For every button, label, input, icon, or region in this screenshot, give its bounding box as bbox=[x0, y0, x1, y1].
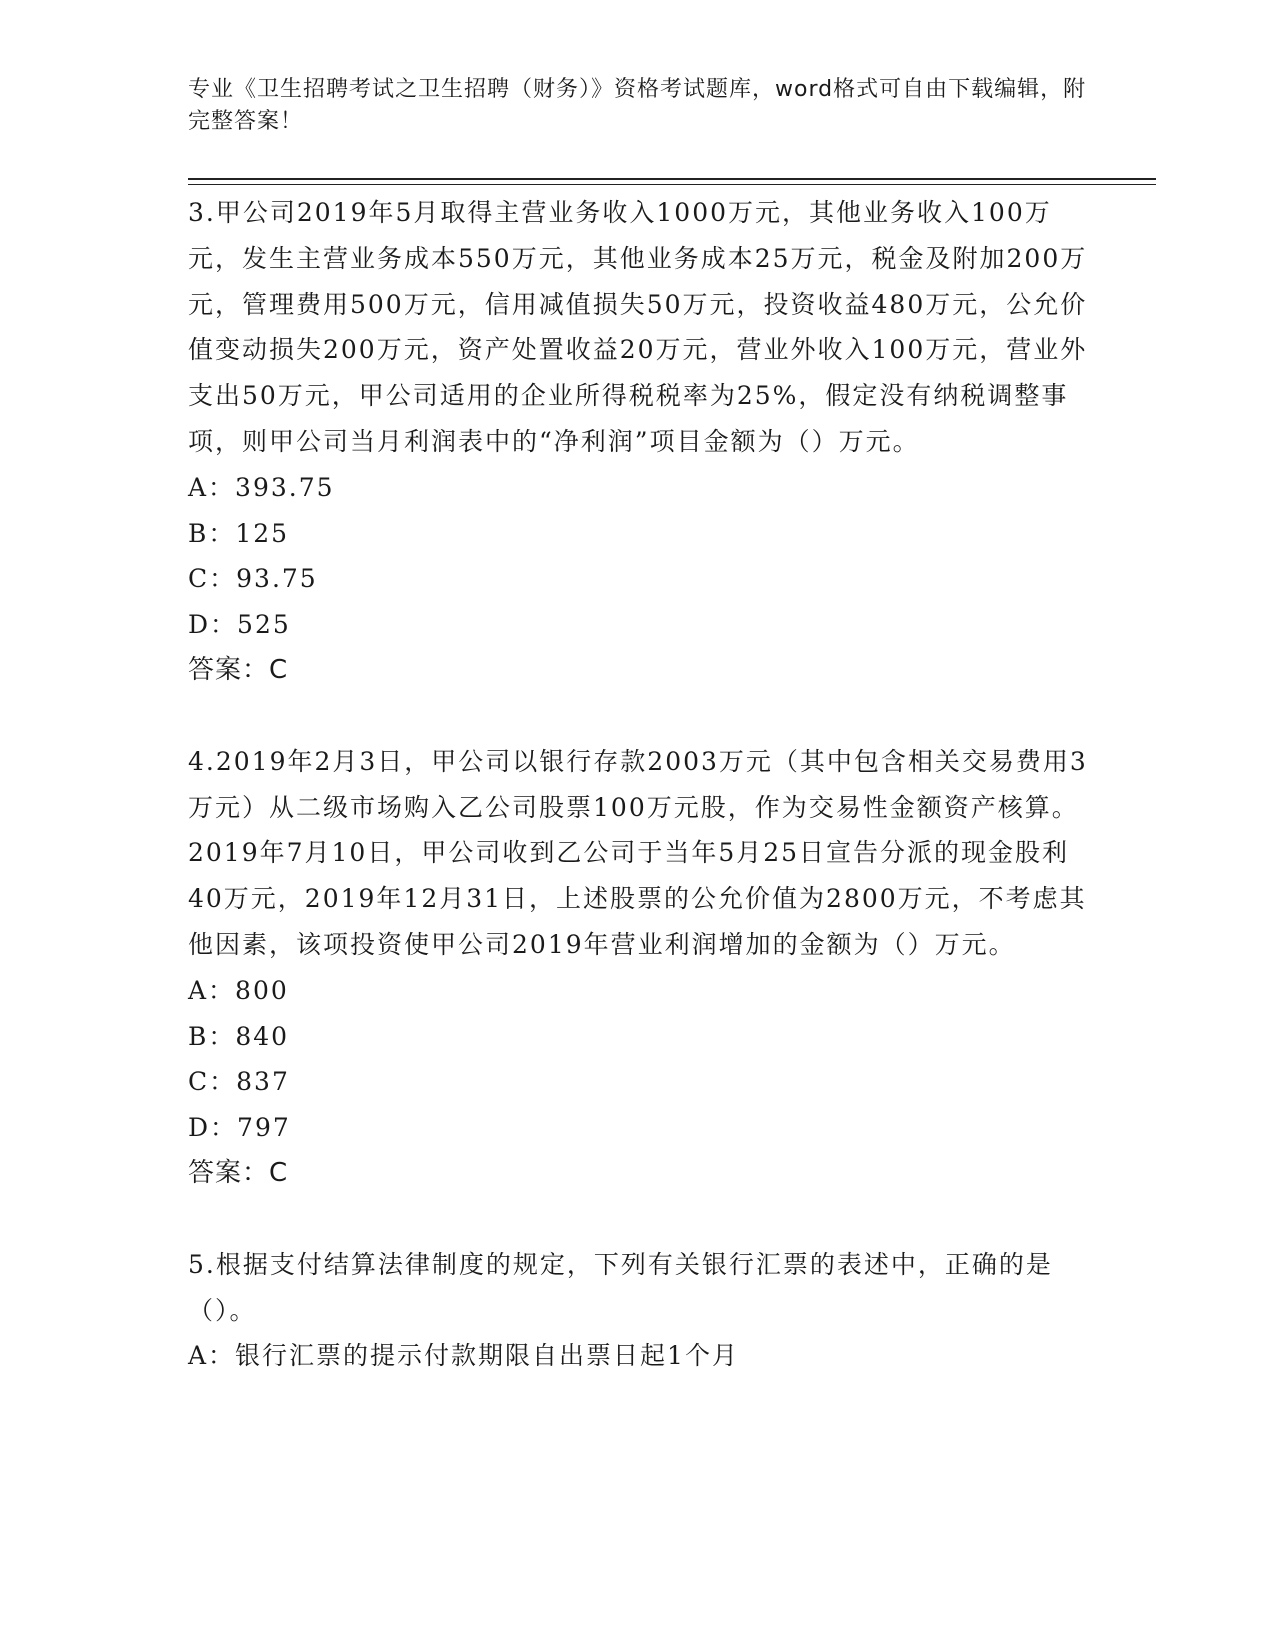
option-a: A：银行汇票的提示付款期限自出票日起1个月 bbox=[188, 1341, 739, 1371]
question-text: 5.根据支付结算法律制度的规定，下列有关银行汇票的表述中，正确的是（）。 bbox=[188, 1249, 1053, 1325]
option-c: C：837 bbox=[188, 1067, 290, 1097]
spacer bbox=[188, 1197, 1088, 1242]
question-5 bbox=[188, 1242, 1088, 1379]
header-rule-thick bbox=[188, 178, 1156, 180]
answer: 答案：C bbox=[188, 1157, 289, 1188]
answer: 答案：C bbox=[188, 654, 289, 685]
option-b: B：840 bbox=[188, 1021, 290, 1051]
option-a: A：800 bbox=[188, 975, 289, 1005]
option-a: A：393.75 bbox=[188, 472, 335, 502]
spacer bbox=[188, 694, 1088, 739]
option-d: D：797 bbox=[188, 1113, 291, 1143]
question-3 bbox=[188, 190, 1088, 694]
option-c: C：93.75 bbox=[188, 564, 318, 594]
document-header: 专业《卫生招聘考试之卫生招聘（财务）》资格考试题库，word格式可自由下载编辑，附完整答案！ bbox=[188, 77, 1087, 134]
header-rule-thin bbox=[188, 184, 1156, 185]
question-4 bbox=[188, 739, 1088, 1197]
option-d: D：525 bbox=[188, 610, 291, 640]
question-list bbox=[188, 190, 1088, 1379]
question-text: 4.2019年2月3日，甲公司以银行存款2003万元（其中包含相关交易费用3万元）从二级市场购入乙公司股票100万元股，作为交易性金额资产核算。2019年7月10日，甲公司收到乙公司于当年5月25日宣告分派的现金股利40万元，2019年12月31日，上述股票的公允价值为2800万元，不考虑其他因素，该项投资使甲公司2019年营业利润增加的金额为（）万元。 bbox=[188, 746, 1088, 959]
question-text: 3.甲公司2019年5月取得主营业务收入1000万元，其他业务收入100万元，发生主营业务成本550万元，其他业务成本25万元，税金及附加200万元，管理费用500万元，信用减值损失50万元，投资收益480万元，公允价值变动损失200万元，资产处置收益20万元，营业外收入100万元，营业外支出50万元，甲公司适用的企业所得税税率为25%，假定没有纳税调整事项，则甲公司当月利润表中的“净利润”项目金额为（）万元。 bbox=[188, 198, 1088, 456]
option-b: B：125 bbox=[188, 518, 290, 548]
